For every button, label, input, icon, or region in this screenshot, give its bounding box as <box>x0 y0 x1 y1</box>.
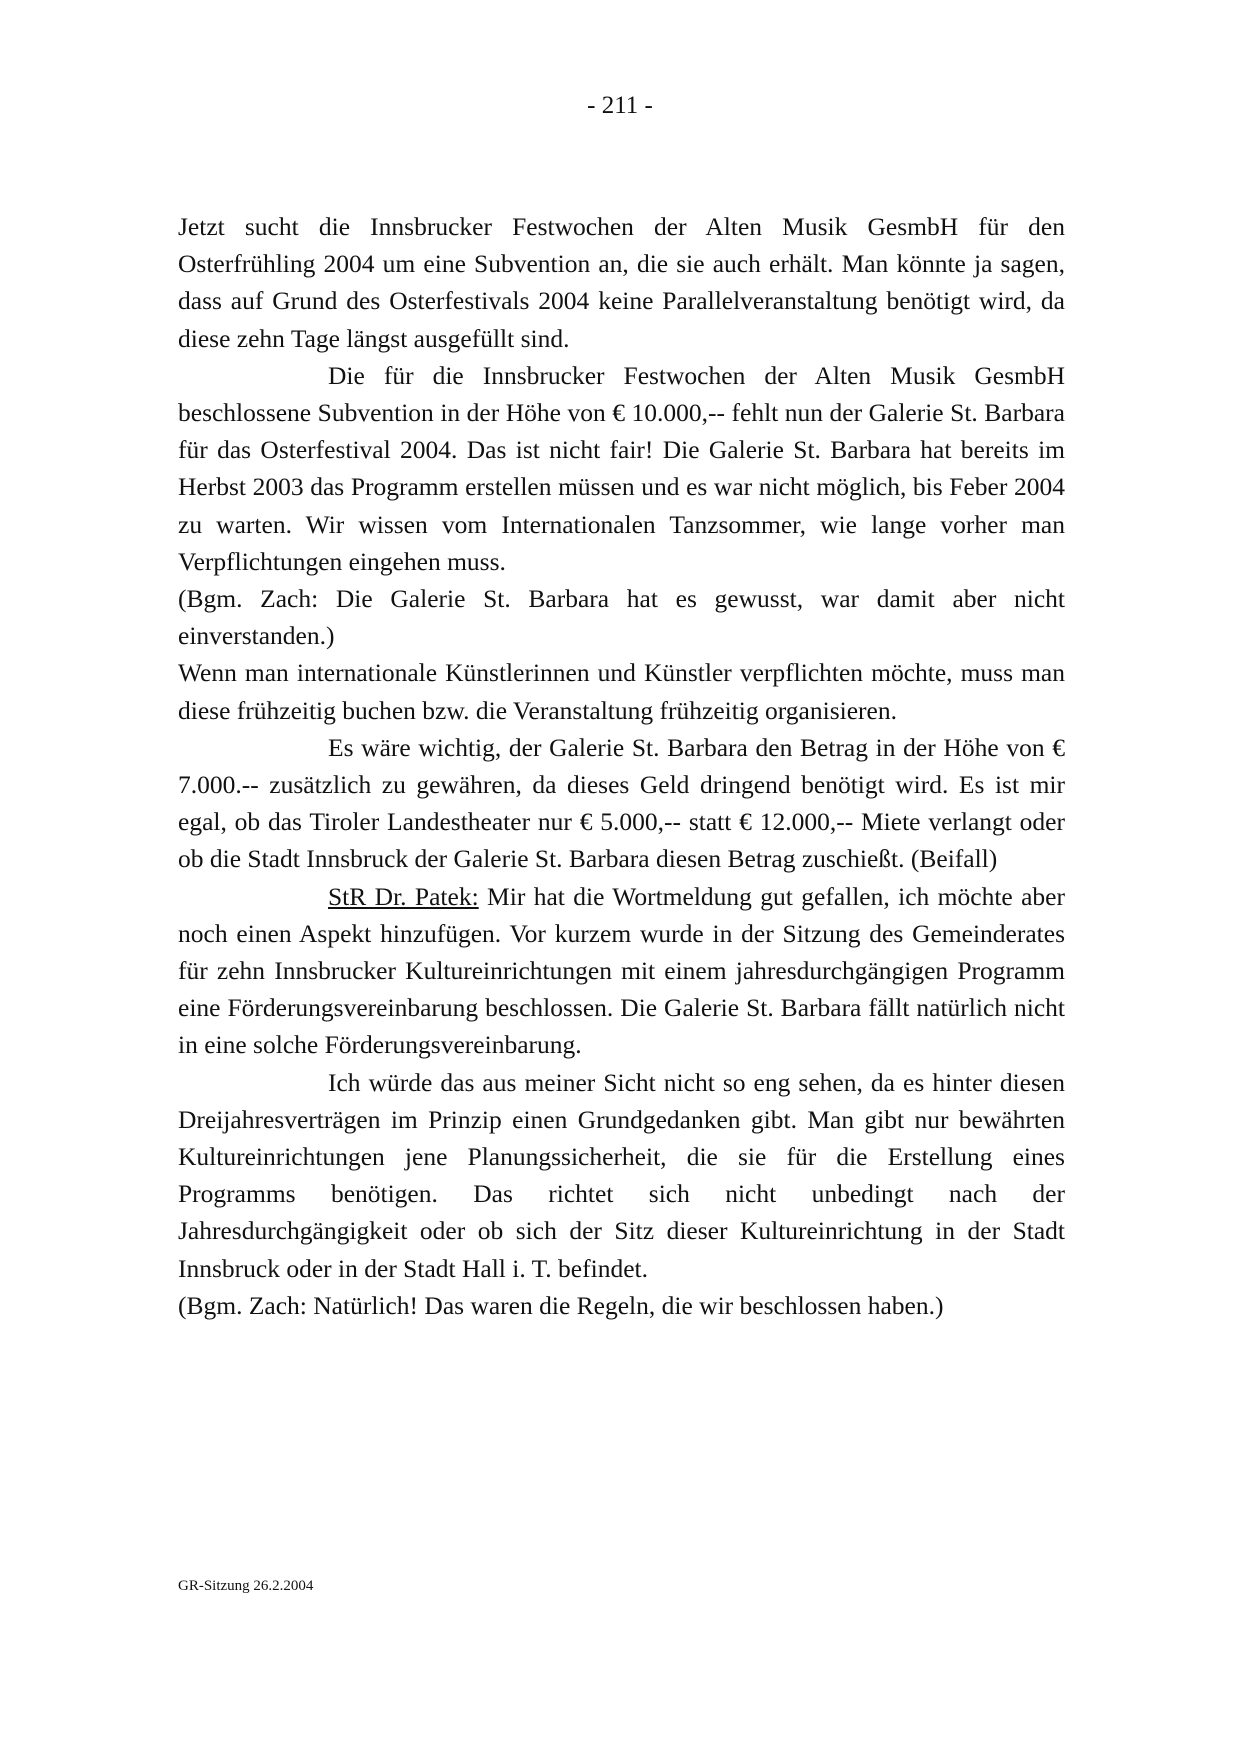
paragraph-1: Jetzt sucht die Innsbrucker Festwochen der Alten Musik GesmbH für den Osterfrühling 2004 um eine Subvention an, die sie auch erhält. Man könnte ja sagen, dass auf Grund des Osterfestivals 2004 keine Parallelveranstaltung benötigt wird, da diese zehn Tage längst ausgefüllt sind. <box>178 212 1065 353</box>
footer-session-date: GR-Sitzung 26.2.2004 <box>178 1578 314 1594</box>
speaker-statement: Mir hat die Wortmeldung gut gefallen, ich möchte aber noch einen Aspekt hinzufügen. Vor kurzem wurde in der Sitzung des Gemeinderates für zehn Innsbrucker Kultureinrichtungen mit einem jahresdurchgängigen Programm eine Förderungsvereinbarung beschlossen. Die Galerie St. Barbara fällt natürlich nicht in eine solche Förderungsvereinbarung. <box>178 881 1065 1060</box>
paragraph-2: Die für die Innsbrucker Festwochen der Alten Musik GesmbH beschlossene Subvention in der Höhe von € 10.000,-- fehlt nun der Galerie St. Barbara für das Osterfestival 2004. Das ist nicht fair! Die Galerie St. Barbara hat bereits im Herbst 2003 das Programm erstellen müssen und es war nicht möglich, bis Feber 2004 zu warten. Wir wissen vom Internationalen Tanzsommer, wie lange vorher man Verpflichtungen eingehen muss. <box>178 360 1065 576</box>
paragraph-3: Wenn man internationale Künstlerinnen und Künstler verpflichten möchte, muss man diese frühzeitig buchen bzw. die Veranstaltung frühzeitig organisieren. <box>178 658 1065 725</box>
interjection-1: (Bgm. Zach: Die Galerie St. Barbara hat es gewusst, war damit aber nicht einverstanden.) <box>178 584 1065 651</box>
page-number: - 211 - <box>587 92 653 119</box>
speaker-paragraph <box>178 878 1065 1064</box>
paragraph-4: Es wäre wichtig, der Galerie St. Barbara den Betrag in der Höhe von € 7.000.-- zusätzlich zu gewähren, da dieses Geld dringend benötigt wird. Es ist mir egal, ob das Tiroler Landestheater nur € 5.000,-- statt € 12.000,-- Miete verlangt oder ob die Stadt Innsbruck der Galerie St. Barbara diesen Betrag zuschießt. (Beifall) <box>178 732 1065 874</box>
interjection-2: (Bgm. Zach: Natürlich! Das waren die Regeln, die wir beschlossen haben.) <box>178 1290 944 1320</box>
paragraph-5: Ich würde das aus meiner Sicht nicht so eng sehen, da es hinter diesen Dreijahresverträgen im Prinzip einen Grundgedanken gibt. Man gibt nur bewährten Kultureinrichtungen jene Planungssicherheit, die sie für die Erstellung eines Programms benötigen. Das richtet sich nicht unbedingt nach der Jahresdurchgängigkeit oder ob sich der Sitz dieser Kultureinrichtung in der Stadt Innsbruck oder in der Stadt Hall i. T. befindet. <box>178 1067 1065 1283</box>
document-body <box>178 208 1065 1324</box>
speaker-name: StR Dr. Patek: <box>328 881 479 911</box>
